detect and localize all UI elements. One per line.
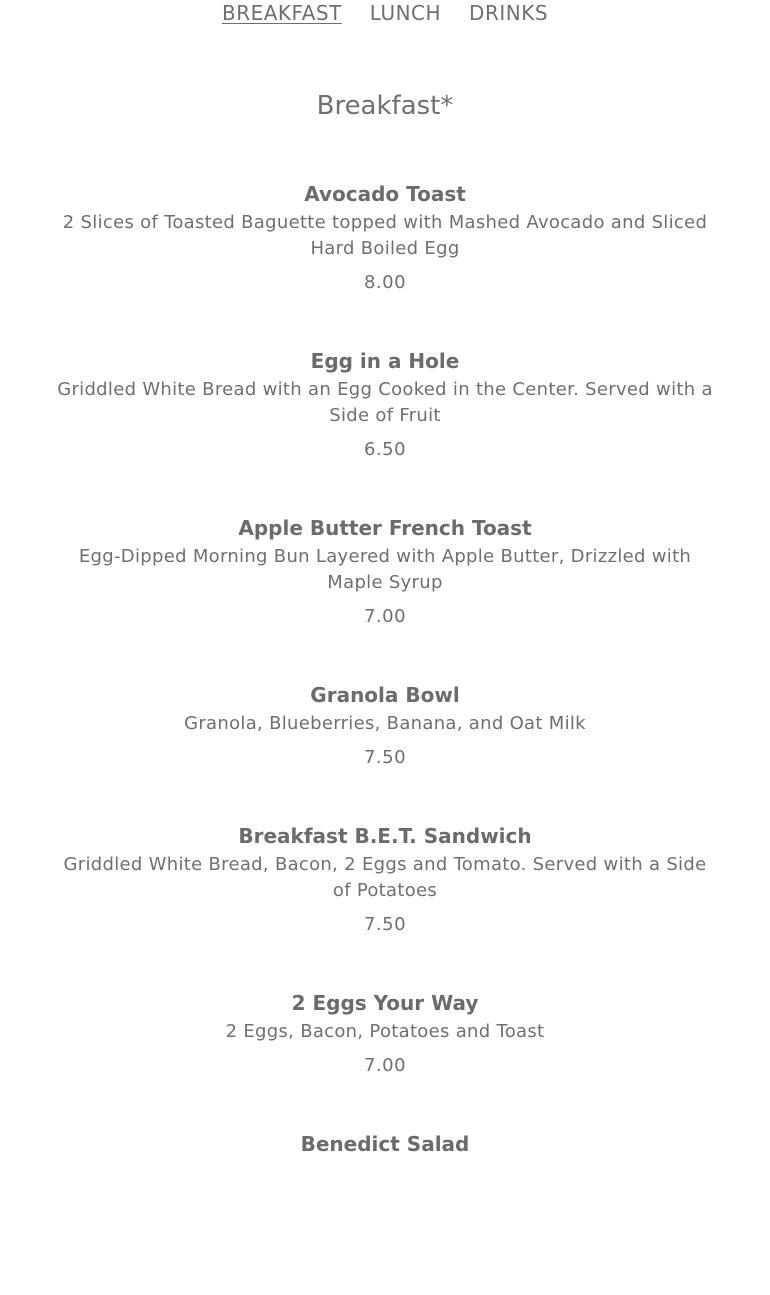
item-price: 7.00 bbox=[363, 1055, 407, 1076]
item-price: 6.50 bbox=[363, 439, 407, 460]
item-description: Granola, Blueberries, Banana, and Oat Milk bbox=[184, 713, 586, 734]
tab-drinks[interactable]: DRINKS bbox=[469, 1, 549, 25]
item-price: 7.00 bbox=[363, 606, 407, 627]
item-name: Breakfast B.E.T. Sandwich bbox=[238, 824, 532, 848]
tab-breakfast[interactable]: BREAKFAST bbox=[221, 1, 342, 25]
menu-item bbox=[0, 512, 770, 679]
menu-item-list bbox=[0, 178, 770, 1295]
tab-lunch[interactable]: LUNCH bbox=[369, 1, 442, 25]
menu-item bbox=[0, 178, 770, 345]
item-name: Apple Butter French Toast bbox=[238, 516, 532, 540]
menu-tabs bbox=[0, 0, 770, 30]
menu-item bbox=[0, 820, 770, 987]
item-description: 2 Eggs, Bacon, Potatoes and Toast bbox=[225, 1021, 545, 1042]
item-name: Avocado Toast bbox=[304, 182, 466, 206]
item-price: 7.50 bbox=[363, 914, 407, 935]
menu-item bbox=[0, 679, 770, 820]
item-description: Griddled White Bread with an Egg Cooked in the Center. Served with a Side of Fruit bbox=[57, 379, 713, 426]
item-price: 8.00 bbox=[363, 272, 407, 293]
menu-item bbox=[0, 1128, 770, 1295]
item-description: 2 Slices of Toasted Baguette topped with Mashed Avocado and Sliced Hard Boiled Egg bbox=[62, 212, 708, 259]
item-description: Egg-Dipped Morning Bun Layered with Apple Butter, Drizzled with Maple Syrup bbox=[78, 546, 692, 593]
item-price: 7.50 bbox=[363, 747, 407, 768]
item-description: Griddled White Bread, Bacon, 2 Eggs and Tomato. Served with a Side of Potatoes bbox=[63, 854, 707, 901]
menu-item bbox=[0, 987, 770, 1128]
item-name: Benedict Salad bbox=[300, 1132, 470, 1156]
menu-item bbox=[0, 345, 770, 512]
item-name: Granola Bowl bbox=[310, 683, 460, 707]
item-name: 2 Eggs Your Way bbox=[291, 991, 479, 1015]
item-name: Egg in a Hole bbox=[310, 349, 460, 373]
section-title: Breakfast* bbox=[316, 91, 454, 121]
